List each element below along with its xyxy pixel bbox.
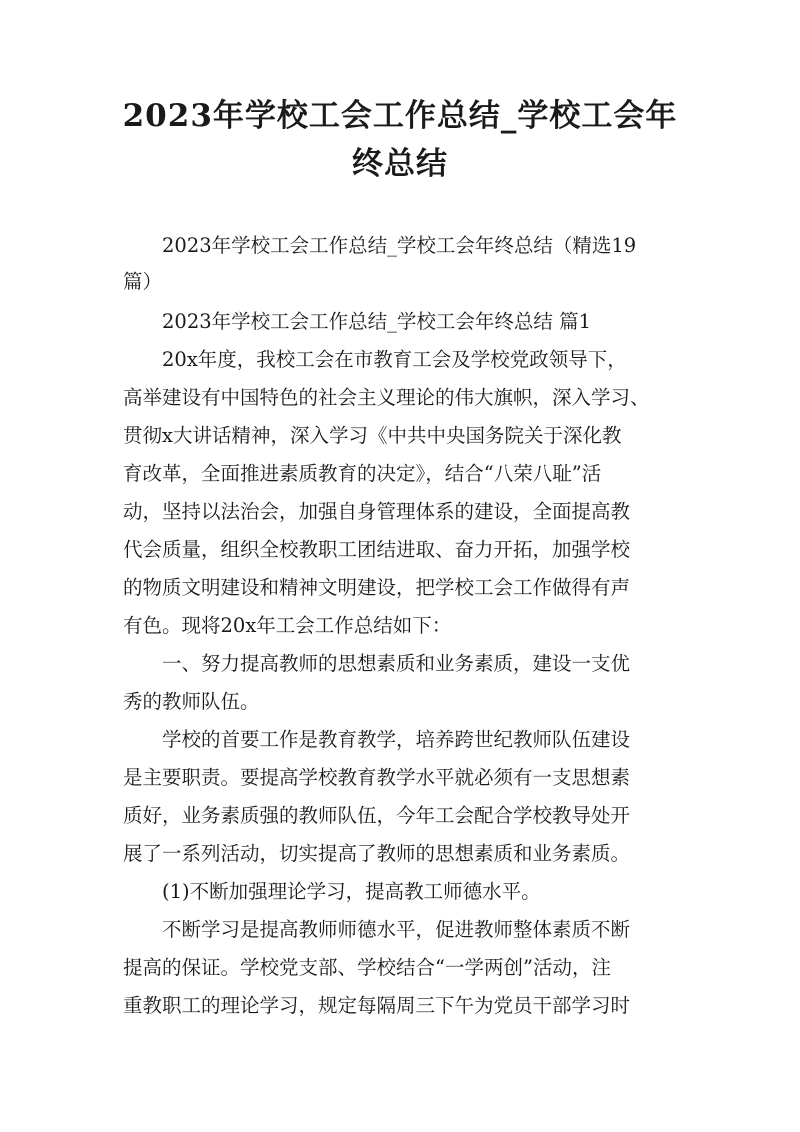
body-line: (1)不断加强理论学习，提高教工师德水平。 bbox=[162, 880, 541, 903]
body-line: 2023年学校工会工作总结_学校工会年终总结（精选19 bbox=[162, 234, 637, 257]
body-line: 代会质量，组织全校教职工团结进取、奋力开拓，加强学校 bbox=[123, 538, 631, 561]
body-line: 动，坚持以法治会，加强自身管理体系的建设，全面提高教 bbox=[123, 500, 631, 523]
body-line: 学校的首要工作是教育教学，培养跨世纪教师队伍建设 bbox=[162, 728, 631, 751]
body-line: 不断学习是提高教师师德水平，促进教师整体素质不断 bbox=[162, 918, 631, 941]
body-line: 20x年度，我校工会在市教育工会及学校党政领导下， bbox=[162, 348, 627, 371]
body-line: 有色。现将20x年工会工作总结如下： bbox=[123, 614, 452, 637]
body-line: 提高的保证。学校党支部、学校结合“一学两创”活动，注 bbox=[123, 956, 611, 979]
document-title: 2023年学校工会工作总结_学校工会年终总结 bbox=[122, 98, 678, 182]
body-line: 质好，业务素质强的教师队伍，今年工会配合学校教导处开 bbox=[123, 804, 631, 827]
body-line: 秀的教师队伍。 bbox=[123, 690, 260, 713]
body-line: 贯彻x大讲话精神，深入学习《中共中央国务院关于深化教 bbox=[123, 424, 622, 447]
body-line: 展了一系列活动，切实提高了教师的思想素质和业务素质。 bbox=[123, 842, 631, 865]
body-line: 育改革，全面推进素质教育的决定》，结合“八荣八耻”活 bbox=[123, 462, 602, 485]
body-line: 2023年学校工会工作总结_学校工会年终总结 篇1 bbox=[162, 310, 591, 333]
body-line: 高举建设有中国特色的社会主义理论的伟大旗帜，深入学习、 bbox=[123, 386, 650, 409]
body-line: 一、努力提高教师的思想素质和业务素质，建设一支优 bbox=[162, 652, 631, 675]
body-line: 是主要职责。要提高学校教育教学水平就必须有一支思想素 bbox=[123, 766, 631, 789]
body-line: 的物质文明建设和精神文明建设，把学校工会工作做得有声 bbox=[123, 576, 631, 599]
body-line: 篇） bbox=[123, 270, 163, 293]
body-line: 重教职工的理论学习，规定每隔周三下午为党员干部学习时 bbox=[123, 994, 631, 1017]
